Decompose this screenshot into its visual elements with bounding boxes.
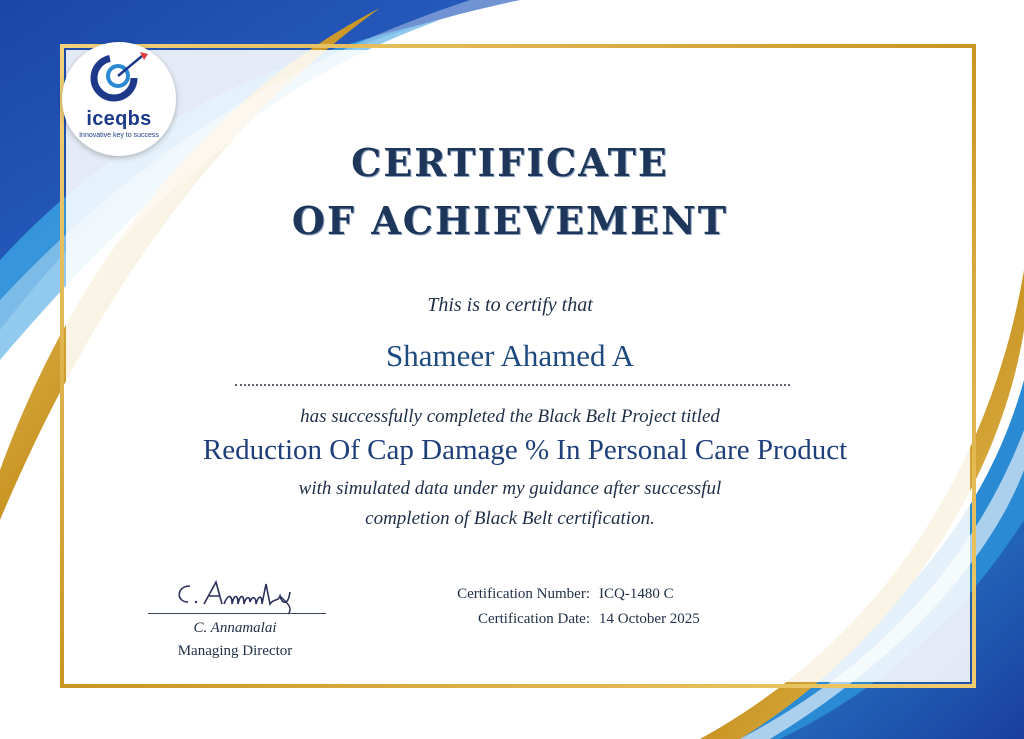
signature-image xyxy=(170,572,310,616)
signatory-role: Managing Director xyxy=(177,643,293,659)
project-title: Reduction Of Cap Damage % In Personal Care Product xyxy=(202,434,848,466)
logo-tagline: Innovative key to success xyxy=(79,132,159,139)
recipient-name: Shameer Ahamed A xyxy=(386,338,634,373)
logo-name: iceqbs xyxy=(86,108,152,130)
name-dotted-line xyxy=(235,384,790,386)
company-logo xyxy=(62,42,176,156)
certify-text: This is to certify that xyxy=(427,294,593,316)
certification-date-value: 14 October 2025 xyxy=(599,611,700,627)
completion-text-line3: completion of Black Belt certification. xyxy=(365,508,655,529)
certificate-title-line2: OF ACHIEVEMENT xyxy=(291,198,729,243)
completion-text-line2: with simulated data under my guidance after successful xyxy=(298,478,722,499)
certification-number-label: Certification Number: xyxy=(457,586,590,602)
certificate-title-line1: CERTIFICATE xyxy=(351,140,669,185)
completion-text-line1: has successfully completed the Black Belt Project titled xyxy=(300,406,720,427)
certification-date-label: Certification Date: xyxy=(477,611,590,627)
signatory-name: C. Annamalai xyxy=(193,620,277,636)
certification-number-value: ICQ-1480 C xyxy=(599,586,674,602)
signature-line xyxy=(148,613,326,614)
